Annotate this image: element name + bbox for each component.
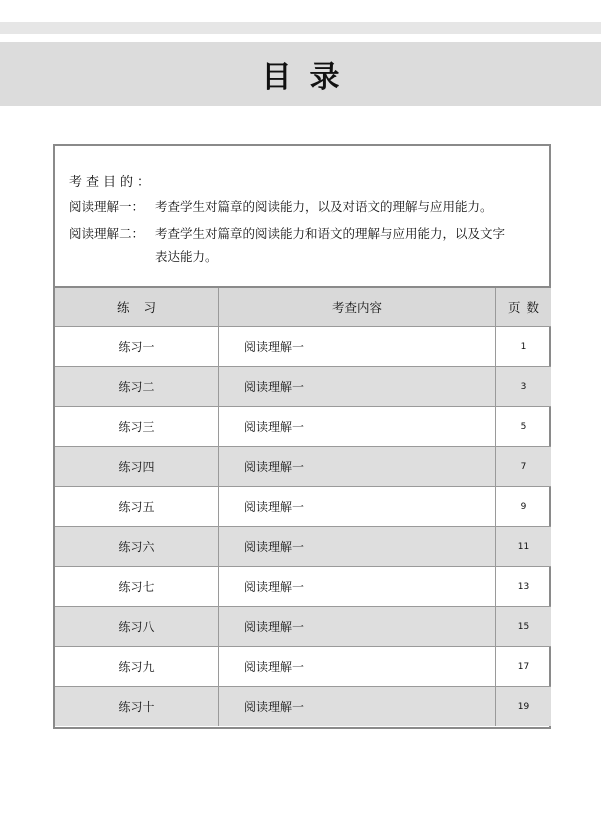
page-cell: 5	[496, 407, 552, 447]
page-cell: 3	[496, 367, 552, 407]
objective-item	[69, 197, 493, 217]
page-title: 目录	[261, 60, 358, 95]
content-cell: 阅读理解一	[219, 447, 496, 487]
column-header-content: 考查内容	[219, 288, 496, 327]
top-decor-strip	[0, 22, 601, 34]
table-row	[55, 567, 551, 607]
table-row	[55, 607, 551, 647]
table-row	[55, 407, 551, 447]
page-cell: 13	[496, 567, 552, 607]
page-cell: 19	[496, 687, 552, 727]
content-cell: 阅读理解一	[219, 607, 496, 647]
table-row	[55, 687, 551, 727]
content-cell: 阅读理解一	[219, 527, 496, 567]
content-cell: 阅读理解一	[219, 647, 496, 687]
objective-text-continued: 表达能力。	[155, 249, 218, 264]
exercise-cell: 练习六	[55, 527, 219, 567]
objective-label: 阅读理解二：	[69, 226, 145, 241]
exercise-cell: 练习十	[55, 687, 219, 727]
table-row	[55, 367, 551, 407]
page-cell: 9	[496, 487, 552, 527]
page-cell: 17	[496, 647, 552, 687]
exercise-cell: 练习四	[55, 447, 219, 487]
objective-text: 考查学生对篇章的阅读能力，以及对语文的理解与应用能力。	[155, 199, 493, 214]
exercise-cell: 练习九	[55, 647, 219, 687]
title-band	[0, 42, 601, 106]
table-row	[55, 647, 551, 687]
content-cell: 阅读理解一	[219, 407, 496, 447]
objective-text: 考查学生对篇章的阅读能力和语文的理解与应用能力，以及文字	[155, 226, 506, 241]
table-row	[55, 487, 551, 527]
exercise-cell: 练习七	[55, 567, 219, 607]
page-cell: 7	[496, 447, 552, 487]
table-row	[55, 447, 551, 487]
exercise-cell: 练习二	[55, 367, 219, 407]
page-cell: 15	[496, 607, 552, 647]
exercise-cell: 练习五	[55, 487, 219, 527]
objectives-heading: 考查目的：	[69, 175, 155, 190]
exercise-cell: 练习八	[55, 607, 219, 647]
page-cell: 11	[496, 527, 552, 567]
contents-table	[55, 288, 551, 726]
objective-label: 阅读理解一：	[69, 199, 145, 214]
column-header-page: 页数	[496, 288, 552, 327]
objectives-section	[55, 146, 549, 288]
table-row	[55, 527, 551, 567]
table-header-row	[55, 288, 551, 327]
contents-box	[53, 144, 551, 729]
content-cell: 阅读理解一	[219, 367, 496, 407]
column-header-exercise: 练习	[55, 288, 219, 327]
content-cell: 阅读理解一	[219, 327, 496, 367]
content-cell: 阅读理解一	[219, 567, 496, 607]
exercise-cell: 练习一	[55, 327, 219, 367]
exercise-cell: 练习三	[55, 407, 219, 447]
table-row	[55, 327, 551, 367]
content-cell: 阅读理解一	[219, 487, 496, 527]
objective-item	[69, 224, 505, 244]
content-cell: 阅读理解一	[219, 687, 496, 727]
page-cell: 1	[496, 327, 552, 367]
